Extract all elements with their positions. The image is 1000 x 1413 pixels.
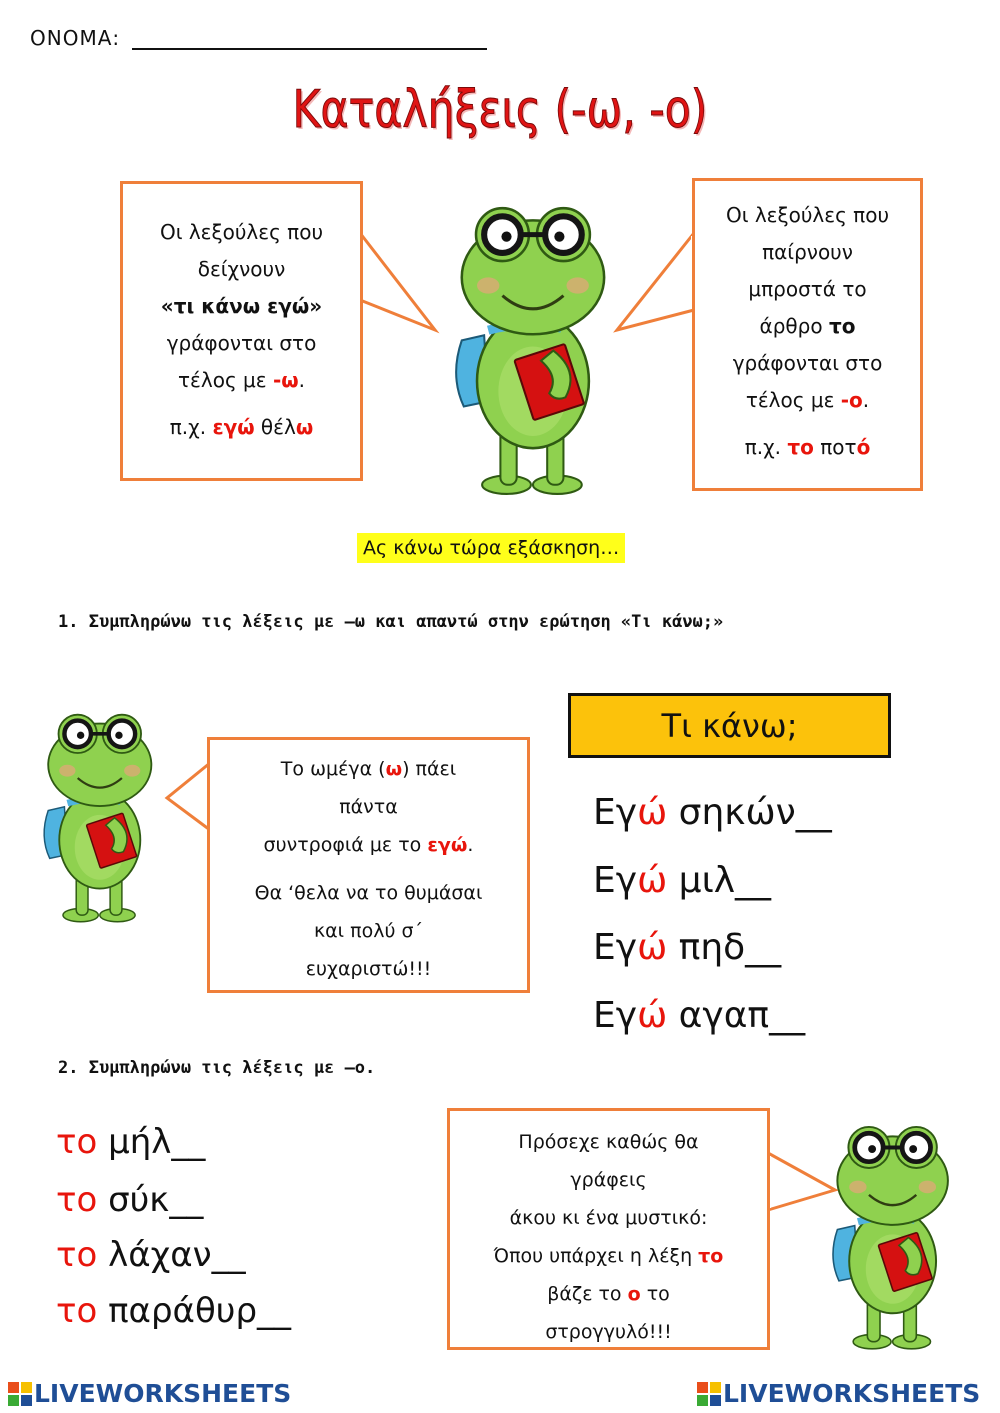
bubble-left-line: γράφονται στο (166, 331, 317, 355)
bubble-left-example: π.χ. εγώ θέλω (169, 415, 314, 439)
bubble-left (120, 181, 363, 481)
bubble-left-tail (355, 230, 440, 340)
what-do-i-do-box: Τι κάνω; (568, 693, 891, 758)
bubble-mid-line: Θα ‘θελα να το θυμάσαι (254, 882, 483, 904)
bubble-mid-line: Το ωμέγα (ω) πάει (280, 758, 457, 780)
bubble-right-line: γράφονται στο (732, 351, 883, 375)
bubble-right-line: Οι λεξούλες που (725, 203, 890, 227)
frog-mascot-icon (436, 198, 636, 498)
exercise1-item[interactable]: Εγώ μιλ__ (593, 860, 772, 901)
footer-logo-right[interactable] (697, 1379, 980, 1408)
name-field-row (30, 24, 487, 50)
page-title: Καταλήξεις (-ω, -ο) (292, 80, 708, 140)
bubble-bottom (447, 1108, 770, 1350)
liveworksheets-logo-icon (697, 1382, 721, 1406)
bubble-mid-tail (164, 760, 212, 840)
exercise1-item[interactable]: Εγώ σηκών__ (593, 792, 832, 833)
bubble-mid-line: συντροφιά με το εγώ. (263, 834, 474, 856)
bubble-left-line: δείχνουν (197, 257, 286, 281)
bubble-bottom-line: Πρόσεχε καθώς θα (518, 1131, 699, 1153)
exercise1-item[interactable]: Εγώ αγαπ__ (593, 995, 806, 1036)
bubble-left-line: «τι κάνω εγώ» (160, 294, 323, 318)
bubble-right-line: μπροστά το (748, 277, 867, 301)
bubble-right-line: άρθρο το (759, 314, 856, 338)
footer-logo-left[interactable] (8, 1379, 291, 1408)
frog-mascot-icon (32, 706, 172, 926)
name-input-line[interactable] (132, 24, 487, 50)
bubble-right-line: παίρνουν (762, 240, 853, 264)
bubble-bottom-line: στρογγυλό!!! (545, 1321, 672, 1343)
name-label: ΟΝΟΜΑ: (30, 26, 121, 50)
exercise2-instruction: 2. Συμπληρώνω τις λέξεις με –ο. (58, 1058, 376, 1078)
bubble-right-example: π.χ. το ποτό (744, 435, 871, 459)
exercise1-item[interactable]: Εγώ πηδ__ (593, 927, 782, 968)
bubble-right (692, 178, 923, 491)
bubble-mid-line: ευχαριστώ!!! (305, 958, 432, 980)
exercise2-item[interactable]: το παράθυρ__ (56, 1291, 292, 1331)
bubble-mid-line: πάντα (339, 796, 398, 818)
bubble-bottom-line: βάζε το ο το (547, 1283, 670, 1305)
bubble-mid (207, 737, 530, 993)
frog-mascot-icon (820, 1118, 970, 1353)
exercise1-instruction: 1. Συμπληρώνω τις λέξεις με –ω και απαντώ στην ερώτηση «Τι κάνω;» (58, 612, 724, 632)
bubble-mid-line: και πολύ σ΄ (313, 920, 424, 942)
bubble-bottom-line: Όπου υπάρχει η λέξη το (493, 1245, 724, 1267)
exercise2-item[interactable]: το λάχαν__ (56, 1235, 246, 1275)
bubble-left-line: τέλος με -ω. (178, 368, 305, 392)
exercise2-item[interactable]: το σύκ__ (56, 1180, 204, 1220)
footer-logo-text: LIVEWORKSHEETS (723, 1379, 981, 1408)
footer-logo-text: LIVEWORKSHEETS (34, 1379, 292, 1408)
bubble-right-line: τέλος με -ο. (745, 388, 870, 412)
bubble-left-line: Οι λεξούλες που (159, 220, 324, 244)
liveworksheets-logo-icon (8, 1382, 32, 1406)
exercise2-item[interactable]: το μήλ__ (56, 1122, 206, 1162)
bubble-bottom-line: γράφεις (570, 1169, 647, 1191)
practice-label: Ας κάνω τώρα εξάσκηση… (357, 533, 625, 563)
bubble-bottom-line: άκου κι ένα μυστικό: (509, 1207, 708, 1229)
